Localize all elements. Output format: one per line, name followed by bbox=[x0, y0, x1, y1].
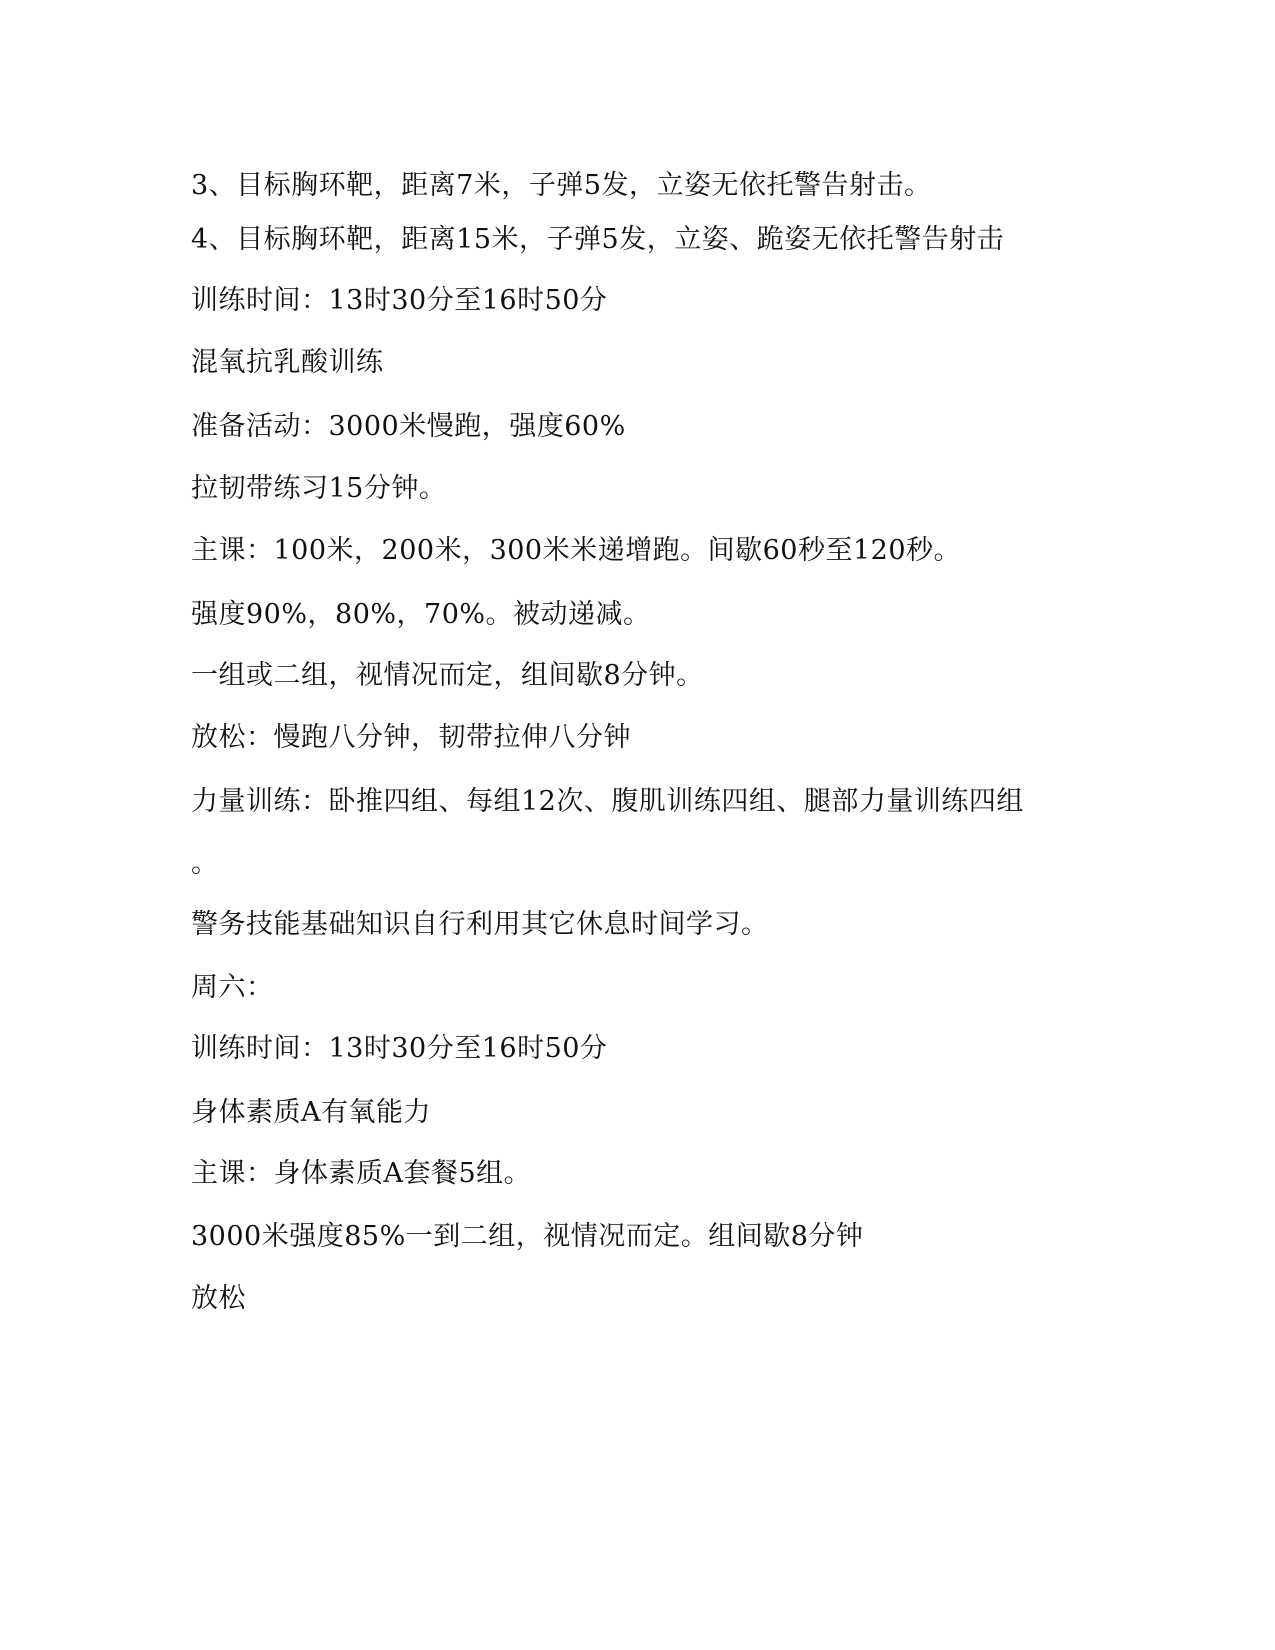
text-line: 混氧抗乳酸训练 bbox=[191, 347, 384, 378]
text-line: 周六： bbox=[191, 972, 274, 1003]
text-line: 训练时间：13时30分至16时50分 bbox=[191, 285, 608, 316]
text-line: 3、目标胸环靶，距离7米，子弹5发，立姿无依托警告射击。 bbox=[191, 170, 932, 201]
text-line: 拉韧带练习15分钟。 bbox=[191, 473, 447, 504]
text-line: 4、目标胸环靶，距离15米，子弹5发，立姿、跪姿无依托警告射击 bbox=[191, 224, 1005, 255]
text-line: 放松：慢跑八分钟，韧带拉伸八分钟 bbox=[191, 722, 631, 753]
text-line: 身体素质A有氧能力 bbox=[191, 1097, 431, 1128]
text-line: 警务技能基础知识自行利用其它休息时间学习。 bbox=[191, 909, 769, 940]
text-line: 。 bbox=[191, 848, 219, 879]
text-line: 放松 bbox=[191, 1283, 246, 1314]
text-line: 力量训练：卧推四组、每组12次、腹肌训练四组、腿部力量训练四组 bbox=[191, 786, 1024, 817]
text-line: 强度90%，80%，70%。被动递减。 bbox=[191, 599, 651, 630]
text-line: 3000米强度85%一到二组，视情况而定。组间歇8分钟 bbox=[191, 1221, 864, 1252]
text-line: 训练时间：13时30分至16时50分 bbox=[191, 1033, 608, 1064]
text-line: 主课：身体素质A套餐5组。 bbox=[191, 1158, 532, 1189]
text-line: 准备活动：3000米慢跑，强度60% bbox=[191, 411, 626, 442]
text-line: 一组或二组，视情况而定，组间歇8分钟。 bbox=[191, 660, 704, 691]
text-line: 主课：100米，200米，300米米递增跑。间歇60秒至120秒。 bbox=[191, 535, 961, 566]
